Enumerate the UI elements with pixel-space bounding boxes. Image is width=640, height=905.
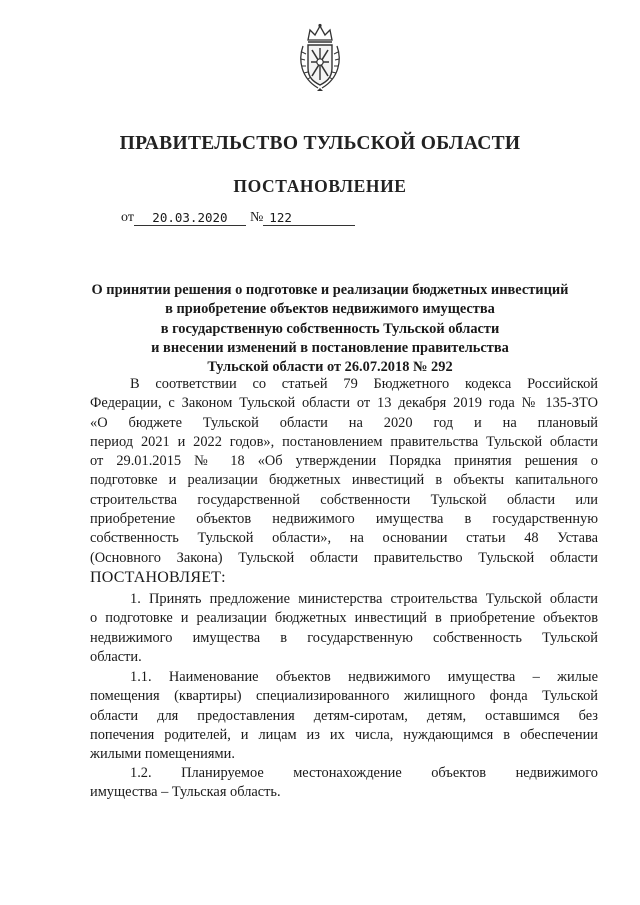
- heading-line: в государственную собственность Тульской области: [160, 320, 500, 337]
- date-label: от: [121, 210, 134, 225]
- text-line: области для предоставления детям-сиротам, детям, оставшимся без: [90, 707, 598, 724]
- text-line: 1.1. Наименование объектов недвижимого имущества – жилые: [130, 669, 598, 685]
- document-heading: [60, 281, 600, 377]
- text-line: строительства государственной собственности Тульской области или: [90, 491, 598, 508]
- text-line: помещения (квартиры) специализированного жилищного фонда Тульской: [90, 688, 598, 705]
- text-line: Федерации, с Законом Тульской области от 13 декабря 2019 года № 135-ЗТО: [90, 395, 598, 412]
- document-date: 20.03.2020: [134, 210, 246, 226]
- coat-of-arms-icon: [297, 22, 343, 92]
- text-line: от 29.01.2015 № 18 «Об утверждении Порядка принятия решения о: [90, 453, 598, 470]
- text-line: попечения родителей, и лицам из их числа, нуждающимся в обеспечении: [90, 726, 598, 743]
- preamble-paragraph: [90, 375, 598, 587]
- document-type: ПОСТАНОВЛЕНИЕ: [233, 176, 407, 196]
- text-line: собственность Тульской области», на основании статьи 48 Устава: [90, 530, 598, 547]
- document-number: 122: [263, 210, 355, 226]
- text-line: области.: [90, 648, 142, 665]
- clause-1-1: [90, 668, 598, 764]
- text-line: приобретение объектов недвижимого имущества в государственную: [90, 511, 598, 528]
- text-line: подготовке и реализации бюджетных инвестиций в объекты капитального: [90, 472, 598, 489]
- organization-title: ПРАВИТЕЛЬСТВО ТУЛЬСКОЙ ОБЛАСТИ: [119, 133, 521, 154]
- resolves-word: ПОСТАНОВЛЯЕТ:: [90, 568, 226, 586]
- clause-1: [90, 590, 598, 667]
- text-line: жилыми помещениями.: [90, 746, 235, 763]
- text-line: «О бюджете Тульской области на 2020 год и на плановый: [90, 414, 598, 431]
- text-line: В соответствии со статьей 79 Бюджетного кодекса Российской: [130, 376, 598, 392]
- date-number-line: [121, 210, 355, 226]
- number-label: №: [249, 210, 264, 225]
- clause-1-2: [90, 764, 598, 803]
- text-line: (Основного Закона) Тульской области правительство Тульской области: [90, 549, 598, 566]
- text-line: о подготовке и реализации бюджетных инвестиций в приобретение объектов: [90, 610, 598, 627]
- text-line: имущества – Тульская область.: [90, 784, 281, 801]
- text-line: период 2021 и 2022 годов», постановлением правительства Тульской области: [90, 433, 598, 450]
- heading-line: Тульской области от 26.07.2018 № 292: [207, 359, 453, 376]
- text-line: 1.2. Планируемое местонахождение объектов недвижимого: [130, 765, 598, 781]
- heading-line: в приобретение объектов недвижимого имущества: [165, 301, 495, 318]
- text-line: 1. Принять предложение министерства строительства Тульской области: [130, 591, 598, 607]
- heading-line: и внесении изменений в постановление правительства: [151, 339, 509, 356]
- heading-line: О принятии решения о подготовке и реализации бюджетных инвестиций: [91, 282, 569, 298]
- text-line: недвижимого имущества в государственную собственность Тульской: [90, 629, 598, 646]
